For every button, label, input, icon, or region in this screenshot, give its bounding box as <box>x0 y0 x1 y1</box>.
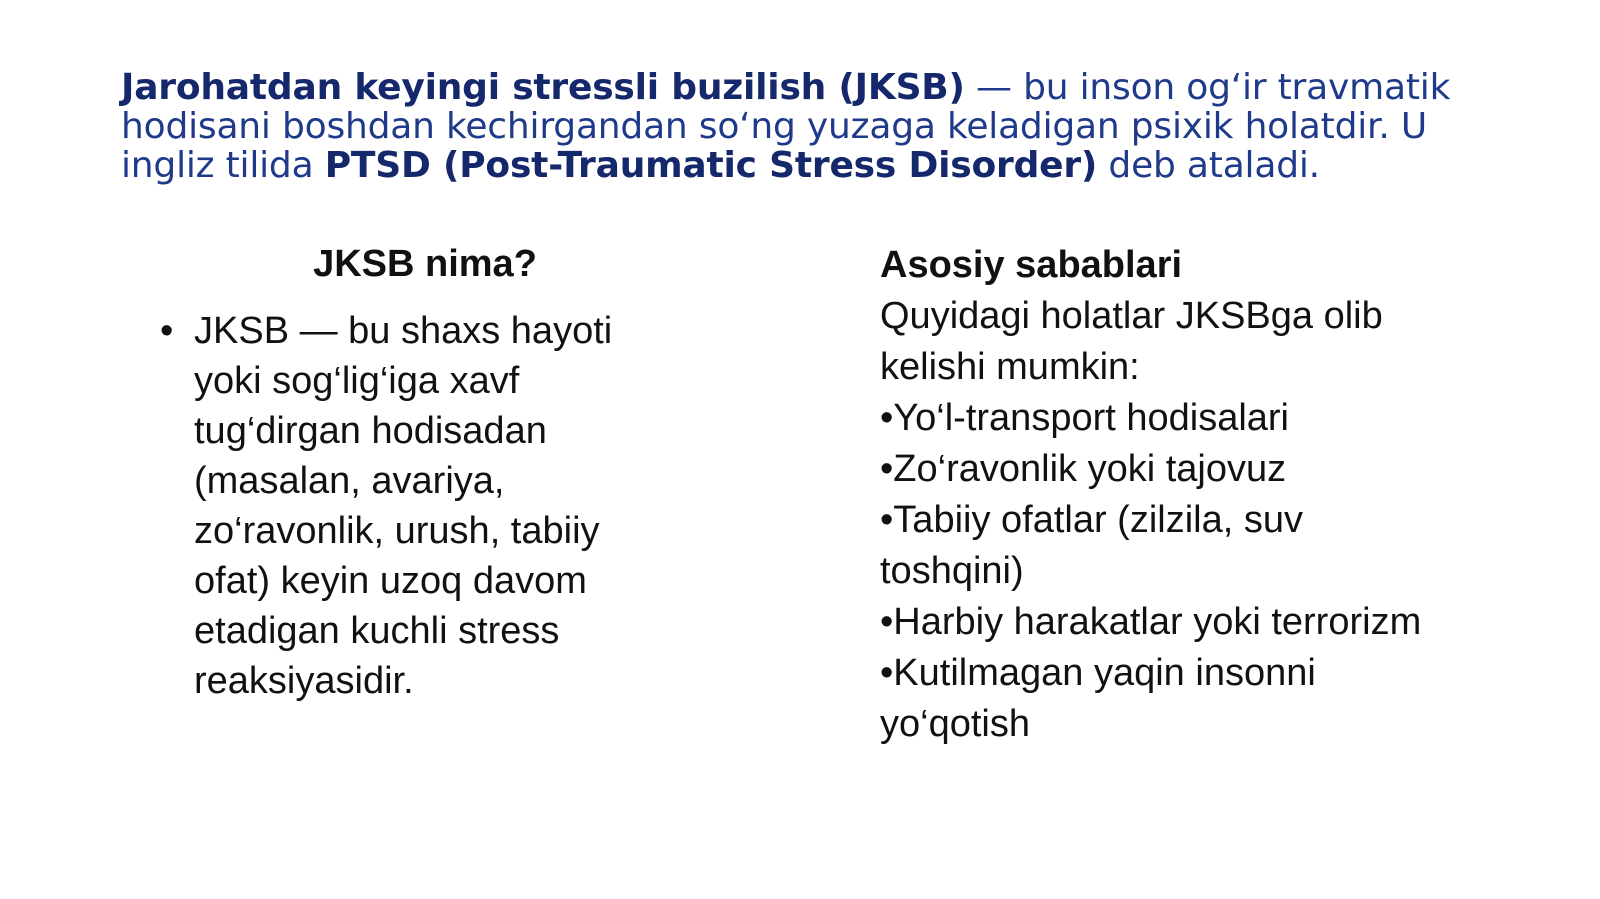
list-item: •Zo‘ravonlik yoki tajovuz <box>880 448 1287 490</box>
intro-text-end: deb ataladi. <box>1097 145 1320 186</box>
left-column <box>160 240 680 706</box>
intro-ptsd-bold: PTSD (Post-Traumatic Stress Disorder) <box>324 145 1098 186</box>
list-item: •Kutilmagan yaqin insonni yo‘qotish <box>880 652 1316 745</box>
intro-term-bold: Jarohatdan keyingi stressli buzilish (JKSB) <box>121 67 965 108</box>
right-intro: Quyidagi holatlar JKSBga olib kelishi mumkin: <box>880 295 1383 388</box>
reasons-list <box>880 393 1440 750</box>
bullet-dot: • <box>160 310 174 352</box>
list-item: •Yo‘l-transport hodisalari <box>880 397 1290 439</box>
left-heading: JKSB nima? <box>313 243 537 285</box>
intro-text: — bu inson og‘ir travmatik hodisani boshdan kechirgandan so‘ng yuzaga keladigan psixik holatdir. U ingliz tilida <box>121 67 1451 186</box>
left-bullet-list <box>160 306 680 706</box>
intro-paragraph <box>121 68 1481 185</box>
list-item: •Tabiiy ofatlar (zilzila, suv toshqini) <box>880 499 1303 592</box>
left-bullet-text: JKSB — bu shaxs hayoti yoki sog‘lig‘iga xavf tug‘dirgan hodisadan (masalan, avariya, zo‘ravonlik, urush, tabiiy ofat) keyin uzoq davom etadigan kuchli stress reaksiyasidir. <box>194 310 613 702</box>
right-column <box>880 240 1440 750</box>
list-item: •Harbiy harakatlar yoki terrorizm <box>880 601 1422 643</box>
list-item <box>160 306 680 706</box>
right-heading: Asosiy sabablari <box>880 244 1183 286</box>
